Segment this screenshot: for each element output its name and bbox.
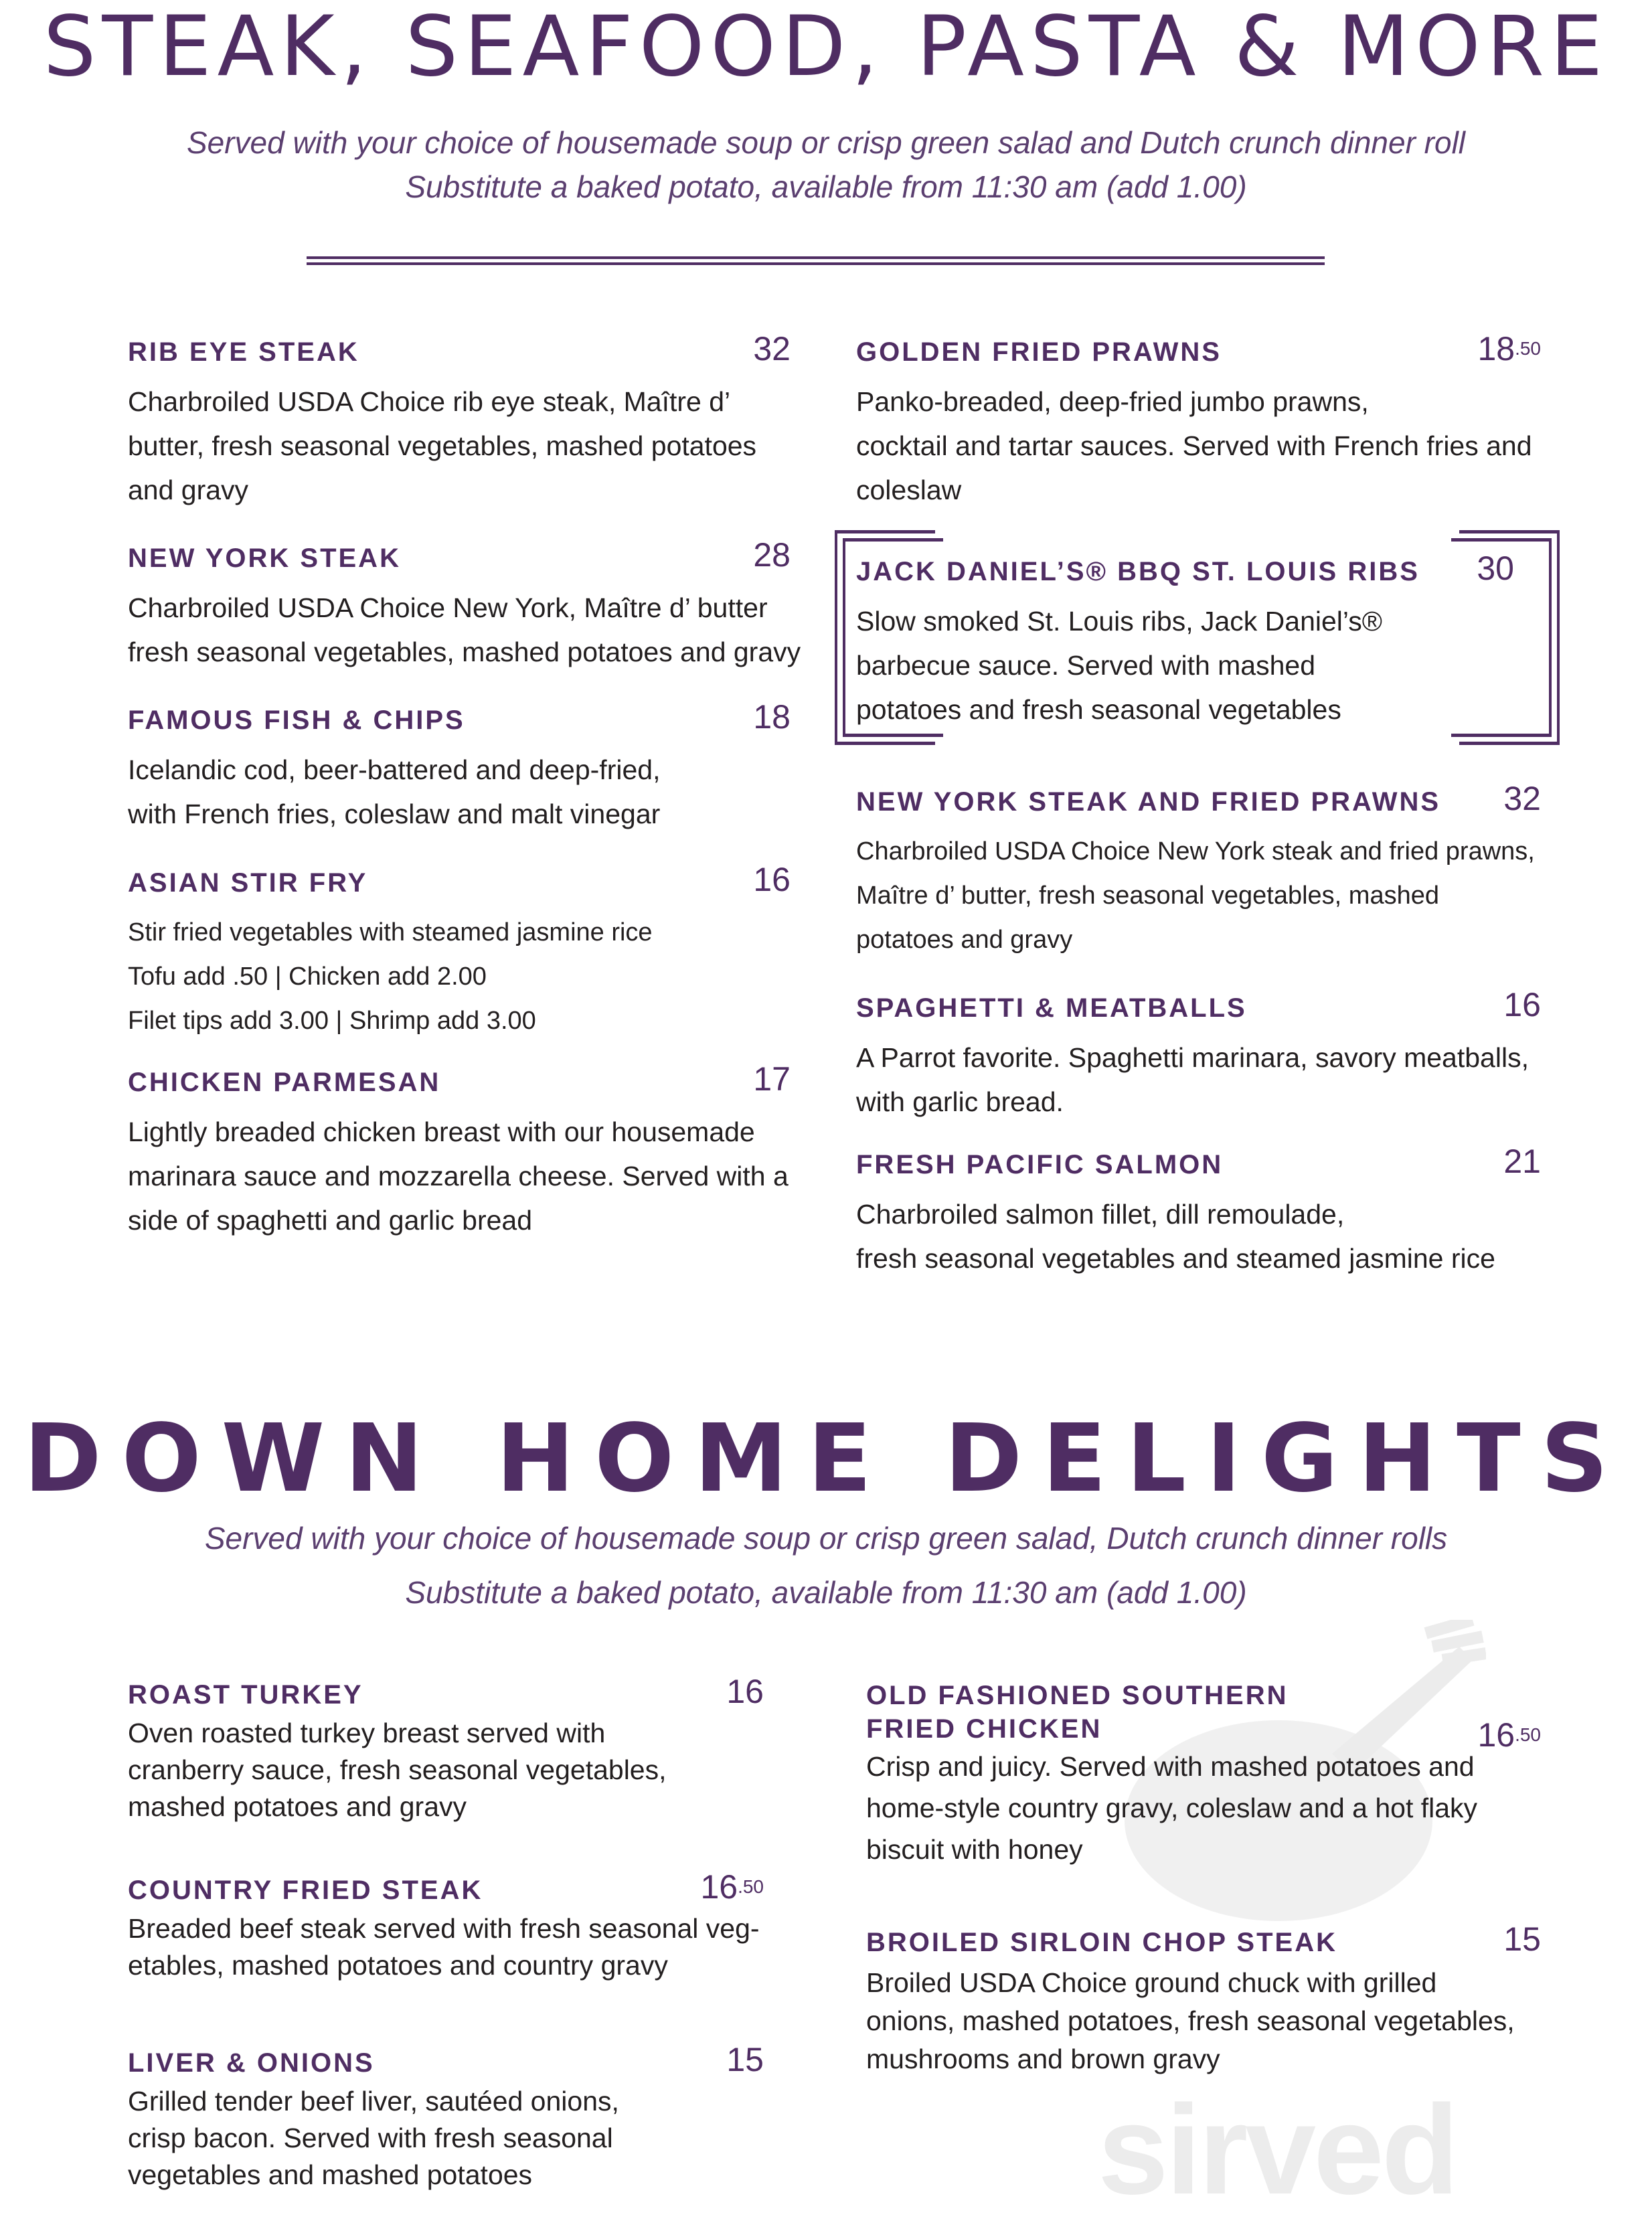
price-cents: .50 — [1515, 1724, 1541, 1745]
item-description: Crisp and juicy. Served with mashed potatoes and — [866, 1751, 1475, 1782]
item-description: Charbroiled USDA Choice rib eye steak, Maître d’ — [128, 386, 731, 417]
item-description: fresh seasonal vegetables and steamed jasmine rice — [856, 1243, 1495, 1274]
item-name: OLD FASHIONED SOUTHERN — [866, 1681, 1289, 1710]
menu-item — [856, 986, 1541, 1124]
item-description: and gravy — [128, 475, 249, 505]
section1-subtitle: Served with your choice of housemade soup or crisp green salad and Dutch crunch dinner roll — [186, 125, 1466, 160]
menu-item — [856, 330, 1541, 512]
item-price — [753, 698, 791, 736]
item-description: with garlic bread. — [856, 1086, 1064, 1117]
item-name: ASIAN STIR FRY — [128, 868, 368, 898]
watermark-logo: sirved — [1098, 2079, 1457, 2221]
item-description: mashed potatoes and gravy — [128, 1791, 467, 1822]
item-description: side of spaghetti and garlic bread — [128, 1205, 533, 1236]
item-description: Oven roasted turkey breast served with — [128, 1718, 606, 1748]
menu-item — [128, 1060, 791, 1242]
price-dollars: 21 — [1503, 1143, 1541, 1180]
section-title-down-home: DOWN HOME DELIGHTS — [23, 1404, 1629, 1513]
menu-item — [128, 536, 801, 674]
item-price — [1477, 550, 1514, 587]
item-description: crisp bacon. Served with fresh seasonal — [128, 2123, 613, 2153]
item-description: Tofu add .50 | Chicken add 2.00 — [128, 963, 487, 991]
item-description: A Parrot favorite. Spaghetti marinara, savory meatballs, — [856, 1042, 1529, 1073]
price-dollars: 15 — [1503, 1920, 1541, 1958]
section-title-steak-seafood: STEAK, SEAFOOD, PASTA & MORE — [43, 0, 1609, 95]
item-description: Filet tips add 3.00 | Shrimp add 3.00 — [128, 1007, 536, 1035]
item-description: potatoes and gravy — [856, 926, 1073, 954]
price-dollars: 28 — [753, 536, 791, 574]
item-name: RIB EYE STEAK — [128, 337, 359, 367]
item-description: Lightly breaded chicken breast with our housemade — [128, 1116, 755, 1147]
price-dollars: 15 — [726, 2041, 764, 2078]
item-name: GOLDEN FRIED PRAWNS — [856, 337, 1222, 367]
menu-item — [128, 330, 791, 512]
item-description: cranberry sauce, fresh seasonal vegetables, — [128, 1754, 667, 1785]
price-dollars: 18 — [753, 698, 791, 736]
item-price — [753, 536, 791, 574]
price-dollars: 16 — [1477, 1716, 1515, 1754]
menu-item — [128, 1673, 764, 1825]
item-description: Charbroiled USDA Choice New York steak and fried prawns, — [856, 837, 1535, 865]
menu-item — [866, 1920, 1541, 2078]
item-price — [1503, 1920, 1541, 1958]
item-description: butter, fresh seasonal vegetables, mashed potatoes — [128, 430, 757, 461]
menu-item — [866, 1679, 1541, 1870]
item-description: Broiled USDA Choice ground chuck with grilled — [866, 1967, 1437, 1998]
item-price — [1477, 330, 1541, 367]
price-dollars: 17 — [753, 1060, 791, 1098]
menu-item — [856, 1143, 1541, 1280]
section2-subtitle: Served with your choice of housemade soup or crisp green salad, Dutch crunch dinner rolls — [204, 1521, 1448, 1556]
item-description: Stir fried vegetables with steamed jasmine rice — [128, 918, 653, 946]
item-price — [726, 1673, 764, 1710]
item-description: home-style country gravy, coleslaw and a hot flaky — [866, 1793, 1478, 1823]
item-description: mushrooms and brown gravy — [866, 2044, 1220, 2074]
price-dollars: 16 — [1503, 986, 1541, 1023]
item-name: COUNTRY FRIED STEAK — [128, 1876, 483, 1905]
menu-item — [856, 550, 1514, 732]
item-description: cocktail and tartar sauces. Served with French fries and — [856, 430, 1532, 461]
item-description: barbecue sauce. Served with mashed — [856, 650, 1316, 681]
item-description: etables, mashed potatoes and country gravy — [128, 1950, 668, 1981]
item-name: FRESH PACIFIC SALMON — [856, 1150, 1224, 1179]
item-name: JACK DANIEL’S® BBQ ST. LOUIS RIBS — [856, 557, 1420, 586]
price-cents: .50 — [1515, 338, 1541, 359]
price-dollars: 32 — [1503, 780, 1541, 817]
item-description: fresh seasonal vegetables, mashed potatoes and gravy — [128, 637, 801, 667]
price-dollars: 16 — [700, 1868, 738, 1906]
item-description: Charbroiled salmon fillet, dill remoulade, — [856, 1199, 1345, 1230]
item-name: FRIED CHICKEN — [866, 1714, 1102, 1744]
item-name: CHICKEN PARMESAN — [128, 1068, 441, 1097]
item-name: FAMOUS FISH & CHIPS — [128, 706, 465, 735]
item-price — [700, 1868, 764, 1906]
item-description: Grilled tender beef liver, sautéed onions, — [128, 2086, 619, 2117]
divider — [307, 262, 1325, 265]
price-cents: .50 — [738, 1876, 764, 1897]
item-name: ROAST TURKEY — [128, 1680, 363, 1710]
item-name: SPAGHETTI & MEATBALLS — [856, 993, 1247, 1023]
item-price — [753, 1060, 791, 1098]
price-dollars: 16 — [753, 861, 791, 898]
price-dollars: 16 — [726, 1673, 764, 1710]
menu-item — [128, 698, 791, 836]
item-price — [753, 330, 791, 367]
item-description: vegetables and mashed potatoes — [128, 2159, 533, 2190]
item-description: marinara sauce and mozzarella cheese. Served with a — [128, 1161, 789, 1191]
menu-item — [128, 2041, 764, 2193]
section2-subtitle: Substitute a baked potato, available from 11:30 am (add 1.00) — [405, 1575, 1247, 1610]
item-price — [753, 861, 791, 898]
menu-item — [128, 861, 791, 1043]
item-price — [1477, 1716, 1541, 1754]
menu-item — [128, 1868, 764, 1984]
item-description: biscuit with honey — [866, 1834, 1083, 1865]
section1-subtitle: Substitute a baked potato, available from 11:30 am (add 1.00) — [405, 169, 1247, 204]
item-name: LIVER & ONIONS — [128, 2048, 375, 2078]
item-description: coleslaw — [856, 475, 962, 505]
item-price — [1503, 986, 1541, 1023]
item-description: Breaded beef steak served with fresh seasonal veg- — [128, 1913, 760, 1944]
item-name: BROILED SIRLOIN CHOP STEAK — [866, 1928, 1337, 1957]
item-description: Panko-breaded, deep-fried jumbo prawns, — [856, 386, 1369, 417]
item-description: Maître d’ butter, fresh seasonal vegetables, mashed — [856, 882, 1439, 910]
item-description: Slow smoked St. Louis ribs, Jack Daniel’s® — [856, 606, 1382, 637]
item-name: NEW YORK STEAK AND FRIED PRAWNS — [856, 787, 1441, 817]
price-dollars: 32 — [753, 330, 791, 367]
item-description: with French fries, coleslaw and malt vinegar — [128, 799, 661, 829]
item-name: NEW YORK STEAK — [128, 544, 401, 573]
menu-item — [856, 780, 1541, 962]
divider — [307, 256, 1325, 259]
price-dollars: 18 — [1477, 330, 1515, 367]
item-description: Icelandic cod, beer-battered and deep-fried, — [128, 754, 661, 785]
item-price — [1503, 780, 1541, 817]
item-price — [726, 2041, 764, 2078]
item-description: potatoes and fresh seasonal vegetables — [856, 694, 1341, 725]
item-description: onions, mashed potatoes, fresh seasonal vegetables, — [866, 2005, 1515, 2036]
item-price — [1503, 1143, 1541, 1180]
item-description: Charbroiled USDA Choice New York, Maître d’ butter — [128, 592, 768, 623]
price-dollars: 30 — [1477, 550, 1514, 587]
